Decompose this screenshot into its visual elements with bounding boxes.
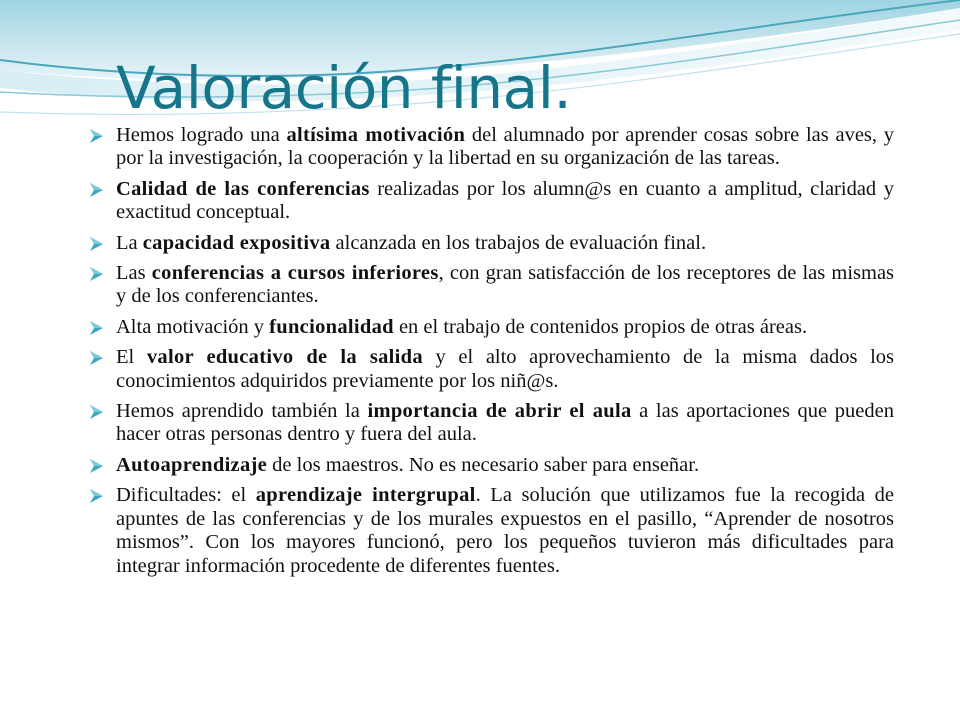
bullet-text: a las aportaciones que pueden hacer otras personas dentro y fuera del aula. (116, 400, 894, 446)
bullet-item (88, 400, 894, 447)
bullet-item (88, 232, 894, 255)
bullet-item (88, 124, 894, 171)
arrowhead-bullet-icon (88, 182, 104, 198)
bullet-text: alcanzada en los trabajos de evaluación final. (330, 231, 707, 254)
arrowhead-bullet-icon (88, 266, 104, 282)
bullet-item (88, 316, 894, 339)
bullet-bold-text: capacidad expositiva (142, 231, 331, 254)
bullet-bold-text: importancia de abrir el aula (367, 400, 632, 423)
bullet-text: y el alto aprovechamiento de la misma dados los conocimientos adquiridos previamente por los niñ@s. (116, 346, 895, 392)
bullet-item (88, 178, 894, 225)
bullet-text: , con gran satisfacción de los receptores de las mismas y de los conferenciantes. (116, 262, 895, 308)
bullet-text: Las (116, 262, 152, 285)
bullet-bold-text: aprendizaje intergrupal (255, 484, 476, 507)
slide-title: Valoración final. (116, 54, 572, 122)
arrowhead-bullet-icon (88, 320, 104, 336)
bullet-item (88, 484, 894, 578)
bullet-text: . La solución que utilizamos fue la recogida de apuntes de las conferencias y de los murales expuestos en el pasillo, “Aprender de nosotros mismos”. Con los mayores funcionó, pero los pequeños tuvieron más dificultades para integrar información procedente de diferentes fuentes. (116, 484, 894, 577)
bullet-item (88, 454, 894, 477)
arrowhead-bullet-icon (88, 488, 104, 504)
bullet-bold-text: valor educativo de la salida (146, 346, 423, 369)
bullet-text: Hemos logrado una (116, 124, 287, 146)
bullet-text: realizadas por los alumn@s en cuanto a amplitud, claridad y exactitud conceptual. (116, 177, 894, 224)
bullet-text: El (116, 346, 147, 369)
bullet-item (88, 346, 894, 393)
bullet-bold-text: funcionalidad (269, 315, 394, 338)
bullet-bold-text: Calidad de las conferencias (116, 177, 370, 200)
arrowhead-bullet-icon (88, 236, 104, 252)
bullet-bold-text: conferencias a cursos inferiores (151, 262, 439, 285)
bullet-text: del alumnado por aprender cosas sobre las aves, y por la investigación, la cooperación y la libertad en su organización de las tareas. (116, 124, 895, 170)
arrowhead-bullet-icon (88, 350, 104, 366)
bullet-text: Alta motivación y (116, 315, 270, 338)
bullet-text: de los maestros. No es necesario saber para enseñar. (267, 453, 700, 476)
bullet-text: Dificultades: el (116, 484, 256, 507)
bullet-text: Hemos aprendido también la (116, 400, 368, 423)
bullet-bold-text: Autoaprendizaje (116, 453, 268, 476)
bullet-text: en el trabajo de contenidos propios de otras áreas. (393, 315, 808, 338)
bullet-text: La (116, 231, 143, 254)
arrowhead-bullet-icon (88, 128, 104, 144)
arrowhead-bullet-icon (88, 458, 104, 474)
bullet-bold-text: altísima motivación (286, 124, 466, 146)
arrowhead-bullet-icon (88, 404, 104, 420)
bullet-list (88, 124, 894, 585)
bullet-item (88, 262, 894, 309)
